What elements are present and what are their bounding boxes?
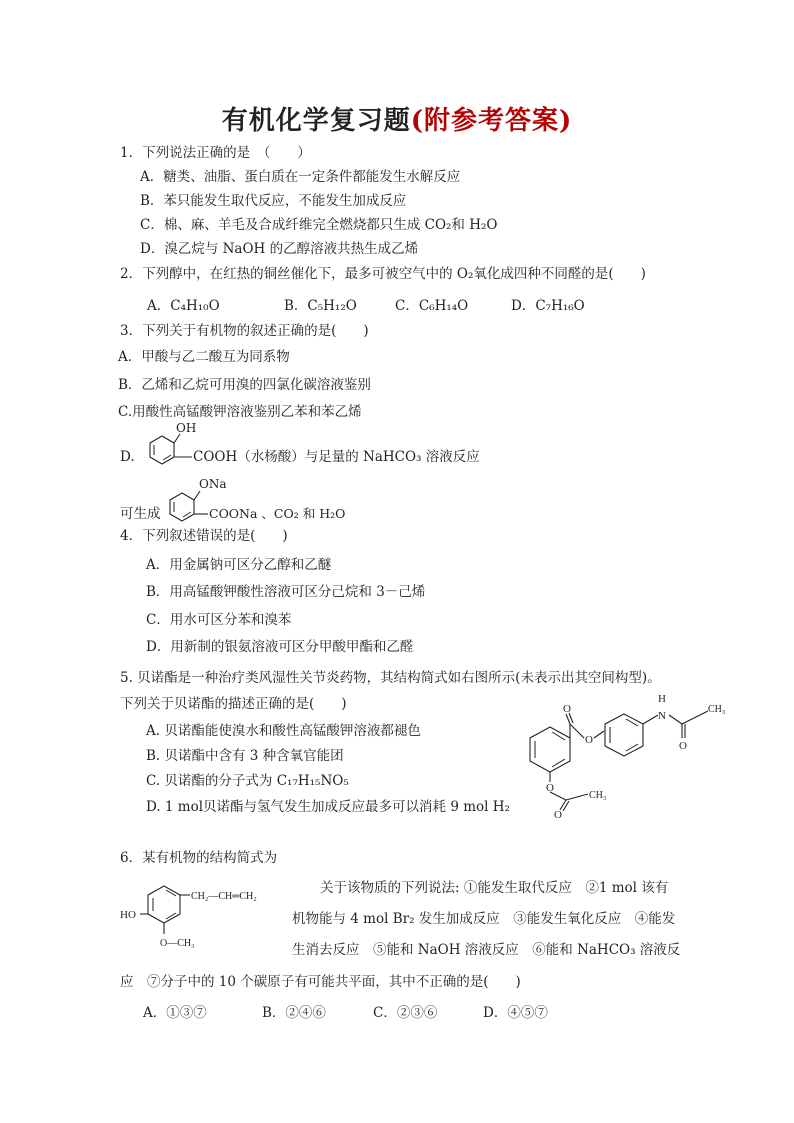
q6-option-c: C．②③⑥ [373,1005,438,1021]
q4-option-a: A．用金属钠可区分乙醇和乙醚 [146,557,332,573]
eugenol-och3-label: O—CH₃ [160,938,195,949]
benorilate-o-label-4: O [546,782,554,794]
q3-salicylic-oh: OH [176,421,197,435]
q3-salicylate-ona: ONa [199,477,227,491]
q5-option-d: D. 1 mol贝诺酯与氢气发生加成反应最多可以消耗 9 mol H₂ [146,799,510,815]
page-title: 有机化学复习题(附参考答案) [221,106,573,136]
q3-option-d-text: COOH（水杨酸）与足量的 NaHCO₃ 溶液反应 [193,449,480,465]
q3-product-label: 可生成 [120,506,161,522]
q6-stem: 6．某有机物的结构简式为 [120,850,278,866]
eugenol-ho-label: HO [120,909,136,921]
q4-stem: 4．下列叙述错误的是( ) [120,528,288,544]
q1-option-c: C．棉、麻、羊毛及合成纤维完全燃烧都只生成 CO₂和 H₂O [140,217,498,233]
q6-statement-line1: 关于该物质的下列说法: ①能发生取代反应 ②1 mol 该有 [320,880,669,896]
q1-option-b: B．苯只能发生取代反应，不能发生加成反应 [140,193,407,209]
q2-option-a: A．C₄H₁₀O [147,298,220,314]
q6-option-a: A．①③⑦ [143,1005,207,1021]
q5-option-a: A. 贝诺酯能使溴水和酸性高锰酸钾溶液都褪色 [146,723,421,739]
q3-option-b: B．乙烯和乙烷可用溴的四氯化碳溶液鉴别 [118,377,371,393]
q1-option-a: A．糖类、油脂、蛋白质在一定条件都能发生水解反应 [140,169,461,185]
benorilate-n-label: N [658,710,666,722]
q4-option-d: D．用新制的银氨溶液可区分甲酸甲酯和乙醛 [146,639,414,655]
q6-statement-line3: 生消去反应 ⑤能和 NaOH 溶液反应 ⑥能和 NaHCO₃ 溶液反 [292,942,681,958]
benorilate-o-label-5: O [554,809,562,818]
benorilate-h-label: H [658,693,666,705]
q3-stem: 3．下列关于有机物的叙述正确的是( ) [120,323,369,339]
q2-option-d: D．C₇H₁₆O [511,298,585,314]
q3-option-c: C.用酸性高锰酸钾溶液鉴别乙苯和苯乙烯 [118,404,362,420]
benorilate-o-label-2: O [585,734,593,746]
q2-stem: 2．下列醇中，在红热的铜丝催化下，最多可被空气中的 O₂氧化成四种不同醛的是( ) [120,266,646,282]
benorilate-ch3-label-1: CH₃ [708,704,726,715]
q3-option-d-label: D. [120,449,135,465]
benorilate-structure [508,688,744,818]
q1-option-d: D．溴乙烷与 NaOH 的乙醇溶液共热生成乙烯 [140,241,419,257]
q2-option-c: C．C₆H₁₄O [395,298,469,314]
eugenol-chain-label: CH₂—CH═CH₂ [191,891,257,902]
q5-option-b: B. 贝诺酯中含有 3 种含氧官能团 [146,748,344,764]
q1-stem: 1．下列说法正确的是 （ ） [120,145,311,161]
benorilate-ch3-label-2: CH₃ [589,790,607,801]
q4-option-c: C．用水可区分苯和溴苯 [146,612,292,628]
q5-stem-line1: 5. 贝诺酯是一种治疗类风湿性关节炎药物，其结构简式如右图所示(未表示出其空间构型)。 [120,670,661,686]
q5-option-c: C. 贝诺酯的分子式为 C₁₇H₁₅NO₅ [146,773,349,789]
q6-statement-line4: 应 ⑦分子中的 10 个碳原子有可能共平面，其中不正确的是( ) [120,974,521,990]
benorilate-o-label-1: O [563,703,571,715]
q2-option-b: B．C₅H₁₂O [284,298,357,314]
q6-option-b: B．②④⑥ [262,1005,326,1021]
benorilate-o-label-3: O [679,740,687,752]
q5-stem-line2: 下列关于贝诺酯的描述正确的是( ) [120,696,347,712]
q6-option-d: D．④⑤⑦ [483,1005,548,1021]
q3-option-a: A．甲酸与乙二酸互为同系物 [118,349,290,365]
q3-product-text: COONa 、CO₂ 和 H₂O [209,506,346,521]
q4-option-b: B．用高锰酸钾酸性溶液可区分己烷和 3－己烯 [146,584,426,600]
q6-statement-line2: 机物能与 4 mol Br₂ 发生加成反应 ③能发生氧化反应 ④能发 [292,911,676,927]
eugenol-structure [118,876,290,950]
